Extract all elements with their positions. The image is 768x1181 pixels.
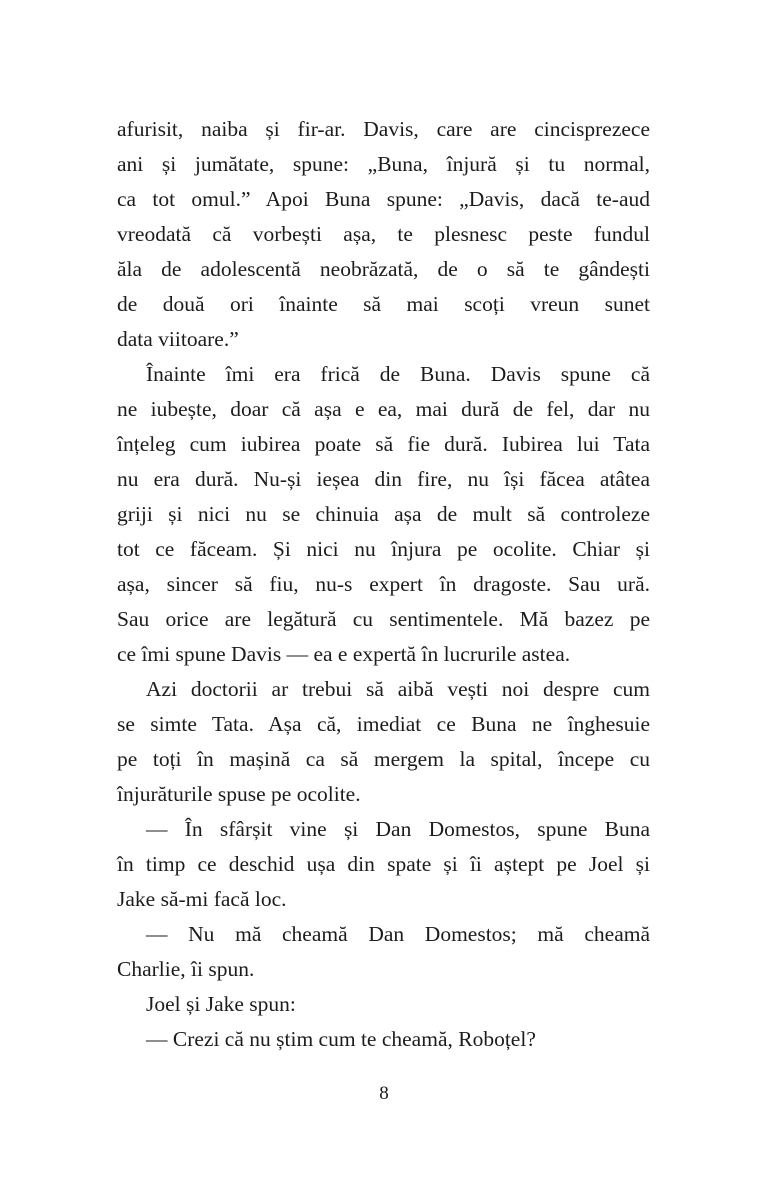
text-line: griji și nici nu se chinuia așa de mult să controleze — [117, 502, 650, 526]
text-line: afurisit, naiba și fir-ar. Davis, care are cincisprezece — [117, 117, 650, 141]
text-line: ce îmi spune Davis — ea e expertă în lucrurile astea. — [117, 642, 571, 666]
text-line: — Nu mă cheamă Dan Domestos; mă cheamă — [146, 922, 650, 946]
text-line: ani și jumătate, spune: „Buna, înjură și tu normal, — [117, 152, 650, 176]
text-line: ne iubește, doar că așa e ea, mai dură de fel, dar nu — [117, 397, 650, 421]
text-line: înțeleg cum iubirea poate să fie dură. Iubirea lui Tata — [117, 432, 650, 456]
paragraph — [117, 1022, 650, 1057]
text-line: vreodată că vorbești așa, te plesnesc peste fundul — [117, 222, 650, 246]
paragraph — [117, 112, 650, 357]
text-line: în timp ce deschid ușa din spate și îi aștept pe Joel și — [117, 852, 650, 876]
text-line: Jake să-mi facă loc. — [117, 887, 287, 911]
text-line: ca tot omul.” Apoi Buna spune: „Davis, dacă te-aud — [117, 187, 650, 211]
paragraph — [117, 987, 650, 1022]
text-line: Charlie, îi spun. — [117, 957, 255, 981]
text-line: de două ori înainte să mai scoți vreun sunet — [117, 292, 650, 316]
text-line: Înainte îmi era frică de Buna. Davis spune că — [146, 362, 650, 386]
text-line: tot ce făceam. Și nici nu înjura pe ocolite. Chiar și — [117, 537, 650, 561]
text-line: ăla de adolescentă neobrăzată, de o să te gândești — [117, 257, 650, 281]
text-line: Joel și Jake spun: — [146, 992, 296, 1016]
paragraph — [117, 672, 650, 812]
text-line: se simte Tata. Așa că, imediat ce Buna ne înghesuie — [117, 712, 650, 736]
paragraph — [117, 812, 650, 917]
text-line: — Crezi că nu știm cum te cheamă, Roboțel? — [146, 1027, 536, 1051]
text-block — [117, 112, 650, 1057]
text-line: înjurăturile spuse pe ocolite. — [117, 782, 361, 806]
text-line: Sau orice are legătură cu sentimentele. Mă bazez pe — [117, 607, 650, 631]
text-line: nu era dură. Nu-și ieșea din fire, nu își făcea atâtea — [117, 467, 650, 491]
page-number: 8 — [379, 1083, 389, 1104]
paragraph — [117, 917, 650, 987]
text-line: pe toți în mașină ca să mergem la spital, începe cu — [117, 747, 650, 771]
text-line: așa, sincer să fiu, nu-s expert în dragoste. Sau ură. — [117, 572, 650, 596]
text-line: Azi doctorii ar trebui să aibă vești noi despre cum — [146, 677, 650, 701]
text-line: — În sfârșit vine și Dan Domestos, spune Buna — [146, 817, 650, 841]
paragraph — [117, 357, 650, 672]
text-line: data viitoare.” — [117, 327, 239, 351]
